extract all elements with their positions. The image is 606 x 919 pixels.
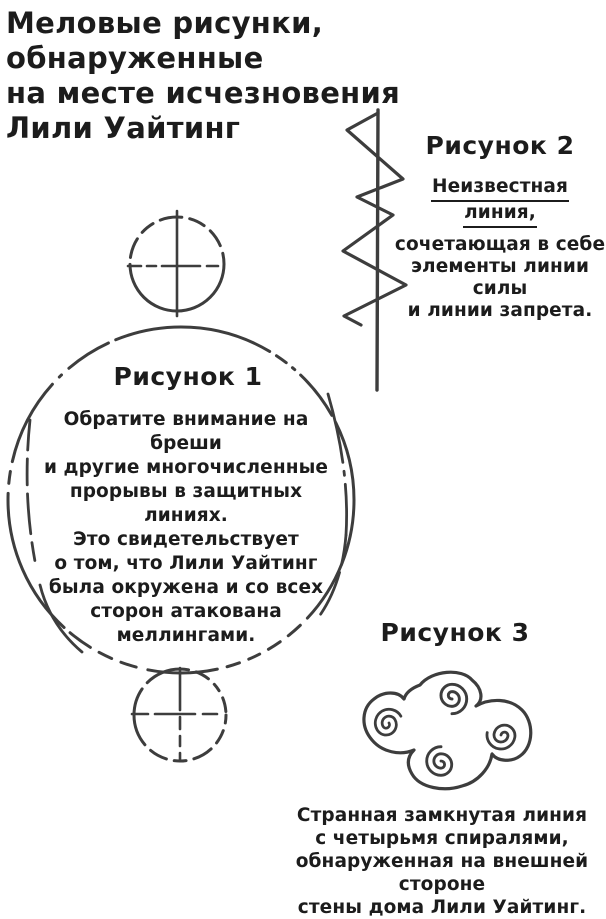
figure3-caption-line: с четырьмя спиралями,: [315, 828, 569, 849]
figure1-caption-line: Это свидетельствует: [73, 529, 299, 550]
figure3-spiral-drawing: [364, 672, 531, 788]
figure1-caption-line: прорывы в защитных линиях.: [69, 481, 303, 526]
page-title-line: Меловые рисунки, обнаруженные: [6, 6, 324, 75]
spiral-left: [370, 704, 406, 739]
spiral-top: [441, 684, 467, 713]
figure3-caption-line: Странная замкнутая линия: [296, 805, 588, 826]
figure3-caption-line: стены дома Лили Уайтинг.: [297, 897, 587, 918]
figure3-heading: Рисунок 3: [380, 618, 530, 647]
figure2-heading: Рисунок 2: [425, 131, 575, 160]
spiral-right: [485, 722, 517, 751]
figure2-caption-line: элементы линии силы: [410, 256, 590, 299]
page-title: [6, 6, 581, 146]
underlined-word: линия,: [463, 202, 537, 228]
figure2-caption-underlined-line: [394, 176, 606, 228]
figure1-caption-line: о том, что Лили Уайтинг: [54, 553, 318, 574]
figure1-caption-line: была окружена и со всех: [48, 577, 324, 598]
figure1-heading: Рисунок 1: [113, 362, 263, 391]
figure1-caption-line: и другие многочисленные: [43, 457, 329, 478]
figure3-caption: [281, 804, 603, 919]
figure2-caption-line: и линии запрета.: [407, 300, 593, 321]
figure2-caption: [394, 176, 606, 322]
page-title-line: Лили Уайтинг: [6, 111, 241, 145]
underlined-word: Неизвестная: [431, 176, 569, 202]
spiral-bottom: [427, 747, 452, 776]
figure1-caption-line: сторон атакована: [90, 601, 282, 622]
figure1-caption-line: Обратите внимание на бреши: [63, 409, 309, 454]
figure1-caption-line: меллингами.: [116, 625, 256, 646]
figure1-top-crossed-circle: [128, 211, 224, 316]
figure1-bottom-crossed-circle: [132, 668, 228, 761]
page-title-line: на месте исчезновения: [6, 76, 401, 110]
figure2-caption-line: сочетающая в себе: [394, 234, 606, 255]
figure1-caption: [30, 408, 342, 648]
figure3-caption-line: обнаруженная на внешней стороне: [295, 851, 589, 895]
